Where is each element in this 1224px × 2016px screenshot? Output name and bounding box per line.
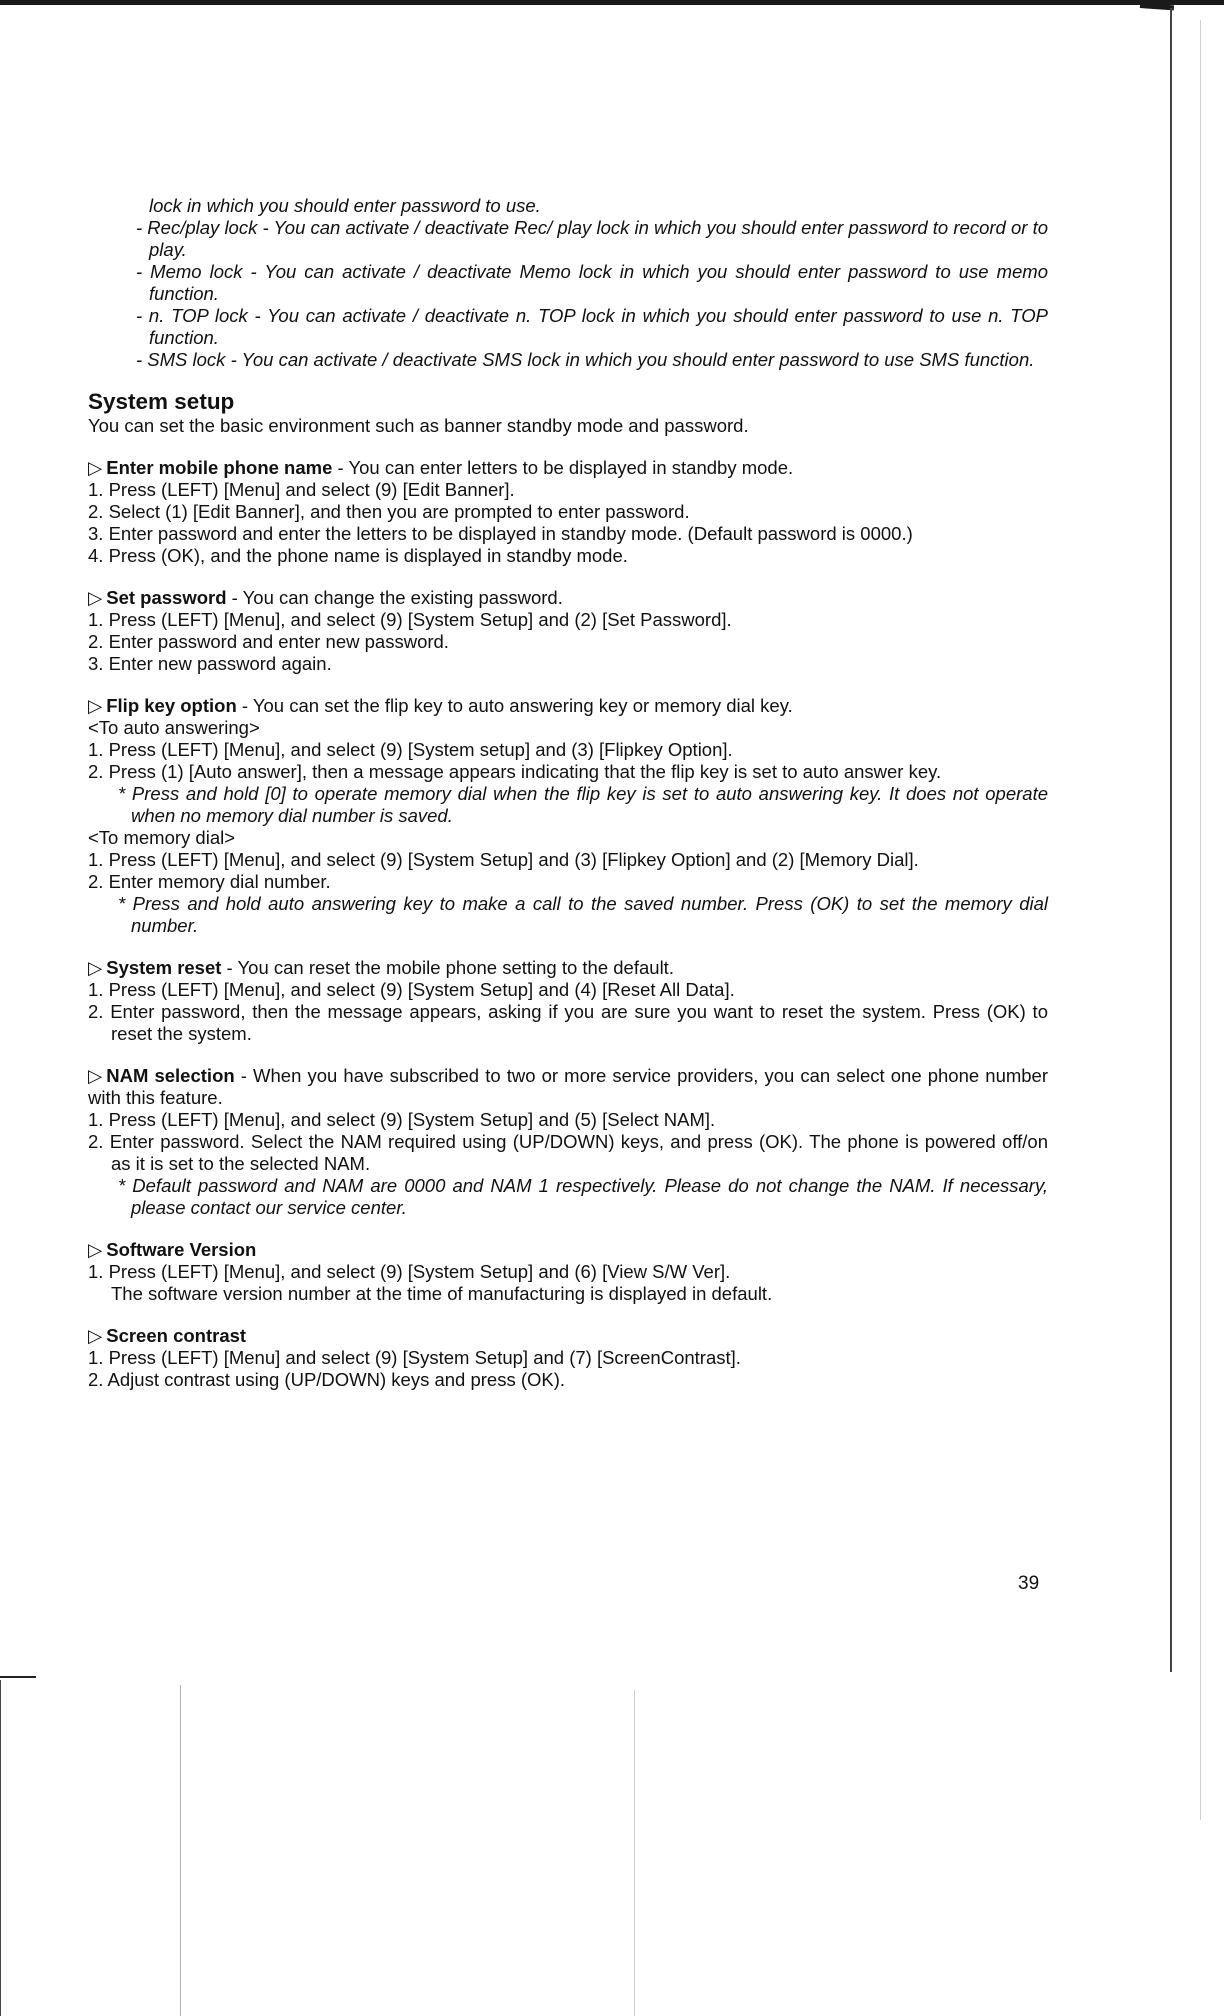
step: 1. Press (LEFT) [Menu], and select (9) [System Setup] and (3) [Flipkey Option] and (2) [Memory Dial]. (88, 849, 919, 870)
subsection-desc: - You can set the flip key to auto answering key or memory dial key. (236, 695, 793, 716)
step: 1. Press (LEFT) [Menu], and select (9) [System Setup] and (6) [View S/W Ver]. (88, 1261, 731, 1282)
scan-right-edge (1170, 8, 1172, 1672)
step: 2. Enter memory dial number. (88, 871, 331, 892)
step: 1. Press (LEFT) [Menu] and select (9) [Edit Banner]. (88, 479, 515, 500)
step: 1. Press (LEFT) [Menu] and select (9) [System Setup] and (7) [ScreenContrast]. (88, 1347, 741, 1368)
step: 1. Press (LEFT) [Menu], and select (9) [System setup] and (3) [Flipkey Option]. (88, 739, 733, 760)
subsection-desc: - You can enter letters to be displayed in standby mode. (332, 457, 794, 478)
step: 3. Enter new password again. (88, 653, 332, 674)
scan-bottom-tick (0, 1676, 36, 1678)
scan-right-edge-faint (1200, 20, 1201, 1820)
subsection-heading (88, 587, 1048, 609)
lock-item-sms: - SMS lock - You can activate / deactivate SMS lock in which you should enter password to use SMS function. (136, 349, 1035, 370)
step: 2. Press (1) [Auto answer], then a message appears indicating that the flip key is set to auto answer key. (88, 761, 942, 782)
software-version-section (88, 1239, 1048, 1305)
subsection-heading (88, 1239, 1048, 1261)
manual-page-content (88, 195, 1048, 1391)
triangle-icon: ▷ (88, 1065, 103, 1086)
triangle-icon: ▷ (88, 1325, 103, 1346)
step: 2. Enter password, then the message appears, asking if you are sure you want to reset the system. Press (OK) to reset the system. (88, 1001, 1048, 1044)
lock-item-ntop: - n. TOP lock - You can activate / deactivate n. TOP lock in which you should enter password to use n. TOP function. (136, 305, 1048, 348)
triangle-icon: ▷ (88, 957, 103, 978)
subsection-desc: - You can change the existing password. (226, 587, 563, 608)
note: * Press and hold auto answering key to make a call to the saved number. Press (OK) to set the memory dial number. (118, 893, 1048, 936)
subsection-heading (88, 457, 1048, 479)
subsection-heading (88, 1065, 1048, 1109)
triangle-icon: ▷ (88, 695, 103, 716)
step: 2. Adjust contrast using (UP/DOWN) keys and press (OK). (88, 1369, 566, 1390)
subsection-title: Flip key option (106, 695, 237, 716)
subsection-title: System reset (106, 957, 222, 978)
step: 2. Enter password and enter new password. (88, 631, 449, 652)
triangle-icon: ▷ (88, 457, 103, 478)
subsection-title: Enter mobile phone name (106, 457, 333, 478)
nam-selection-section (88, 1065, 1048, 1219)
page-number: 39 (1018, 1573, 1040, 1594)
step: 3. Enter password and enter the letters to be displayed in standby mode. (Default password is 0000.) (88, 523, 913, 544)
lock-continuation: lock in which you should enter password to use. (149, 195, 541, 216)
subsection-heading (88, 957, 1048, 979)
scan-bottom-line (180, 1685, 181, 2016)
sub-label: <To auto answering> (88, 717, 260, 738)
triangle-icon: ▷ (88, 587, 103, 608)
step: 1. Press (LEFT) [Menu], and select (9) [System Setup] and (5) [Select NAM]. (88, 1109, 716, 1130)
scan-bottom-line (0, 1680, 1, 2016)
triangle-icon: ▷ (88, 1239, 103, 1260)
scan-top-edge-curl (1140, 3, 1174, 10)
lock-options-section (88, 195, 1048, 371)
lock-item-memo: - Memo lock - You can activate / deactivate Memo lock in which you should enter password to use memo function. (136, 261, 1048, 304)
step: 4. Press (OK), and the phone name is displayed in standby mode. (88, 545, 628, 566)
subsection-title: Set password (106, 587, 227, 608)
step: 2. Select (1) [Edit Banner], and then you are prompted to enter password. (88, 501, 690, 522)
step: 1. Press (LEFT) [Menu], and select (9) [System Setup] and (2) [Set Password]. (88, 609, 732, 630)
section-intro: You can set the basic environment such as banner standby mode and password. (88, 415, 749, 436)
note: * Default password and NAM are 0000 and NAM 1 respectively. Please do not change the NAM. If necessary, please contact our service center. (118, 1175, 1048, 1218)
subsection-title: Software Version (106, 1239, 257, 1260)
lock-item-rec-play: - Rec/play lock - You can activate / deactivate Rec/ play lock in which you should enter password to record or to play. (136, 217, 1048, 260)
system-reset-section (88, 957, 1048, 1045)
scan-top-edge (0, 0, 1224, 5)
note: * Press and hold [0] to operate memory dial when the flip key is set to auto answering key. It does not operate when no memory dial number is saved. (118, 783, 1048, 826)
step-detail: The software version number at the time of manufacturing is displayed in default. (111, 1283, 773, 1304)
flip-key-section (88, 695, 1048, 937)
set-password-section (88, 587, 1048, 675)
subsection-heading (88, 695, 1048, 717)
subsection-heading (88, 1325, 1048, 1347)
subsection-desc: - When you have subscribed to two or more service providers, you can select one phone number with this feature. (88, 1065, 1049, 1108)
sub-label: <To memory dial> (88, 827, 236, 848)
subsection-title: Screen contrast (106, 1325, 247, 1346)
screen-contrast-section (88, 1325, 1048, 1391)
subsection-title: NAM selection (106, 1065, 235, 1086)
step: 2. Enter password. Select the NAM required using (UP/DOWN) keys, and press (OK). The phone is powered off/on as it is set to the selected NAM. (88, 1131, 1048, 1174)
phone-name-section (88, 457, 1048, 567)
step: 1. Press (LEFT) [Menu], and select (9) [System Setup] and (4) [Reset All Data]. (88, 979, 735, 1000)
scan-bottom-line (634, 1690, 635, 2016)
subsection-desc: - You can reset the mobile phone setting to the default. (221, 957, 674, 978)
section-title: System setup (88, 389, 235, 414)
